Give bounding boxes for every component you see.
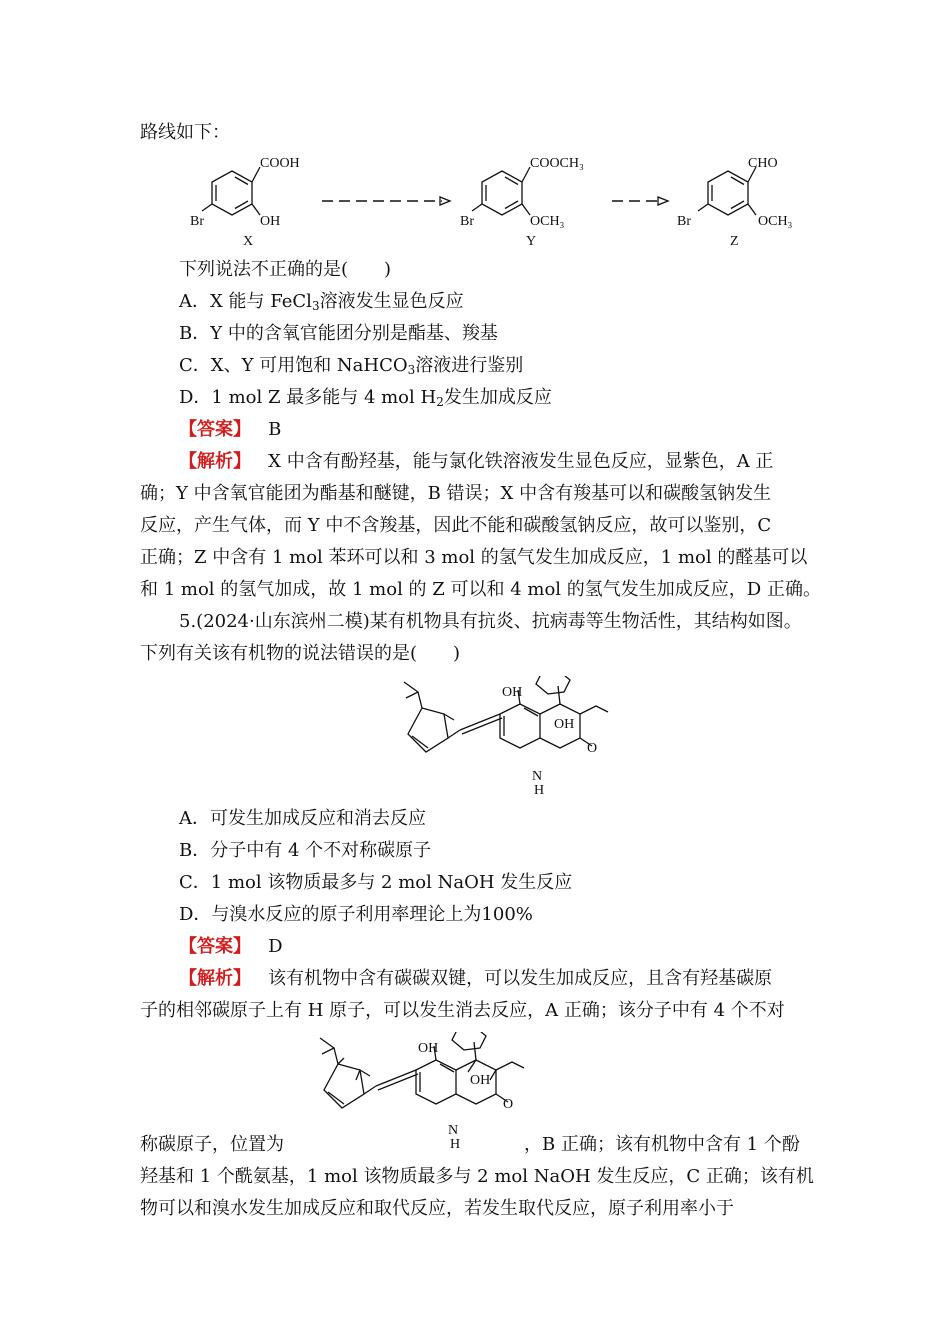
q5-structure [382, 676, 612, 796]
q4-analysis-line-2: 确；Y 中含氧官能团为酯基和醚键，B 错误；X 中含有羧基可以和碳酸氢钠发生 [140, 483, 772, 504]
analysis-tag: 【解析】 [179, 968, 251, 989]
molecule-x [190, 156, 300, 249]
q4-option-a: A．X 能与 FeCl$_3$溶液发生显色反应 [179, 291, 464, 313]
q5-stem-line-2: 下列有关该有机物的说法错误的是( ) [140, 643, 461, 664]
svg-text:OH: OH [418, 1041, 439, 1056]
svg-text:O: O [587, 741, 598, 756]
svg-text:OH: OH [554, 717, 575, 732]
q5-analysis-line-1: 【解析】 该有机物中含有碳碳双键，可以发生加成反应，且含有羟基碳原 [179, 968, 773, 989]
svg-text:Br: Br [190, 214, 204, 229]
svg-text:Br: Br [677, 214, 691, 229]
molecule-z [677, 156, 793, 249]
svg-text:X: X [243, 234, 254, 249]
svg-text:COOH: COOH [260, 156, 300, 171]
q4-analysis-line-5: 和 1 mol 的氢气加成，故 1 mol 的 Z 可以和 4 mol 的氢气发生加成反应，D 正确。 [140, 579, 821, 600]
q5-option-b: B．分子中有 4 个不对称碳原子 [179, 840, 432, 861]
svg-text:N: N [448, 1123, 459, 1138]
q4-option-b: B．Y 中的含氧官能团分别是酯基、羧基 [179, 323, 498, 344]
svg-text:OH: OH [502, 685, 523, 700]
reaction-scheme [180, 145, 820, 253]
reaction-arrow-2 [612, 197, 668, 205]
q5-answer: 【答案】 D [179, 936, 283, 957]
svg-text:COOCH₃: COOCH₃ [530, 156, 584, 171]
svg-text:CHO: CHO [748, 156, 778, 171]
q5-analysis-line-4: 物可以和溴水发生加成反应和取代反应，若发生取代反应，原子利用率小于 [140, 1198, 734, 1219]
q4-answer: 【答案】 B [179, 419, 282, 440]
q5-option-d: D．与溴水反应的原子利用率理论上为100% [179, 904, 533, 925]
q5-analysis-inline-pre: 称碳原子，位置为 [140, 1134, 284, 1155]
q5-structure-chiral [298, 1032, 528, 1150]
svg-text:OCH₃: OCH₃ [530, 214, 565, 229]
intro-text: 路线如下： [140, 122, 230, 143]
svg-text:H: H [534, 783, 545, 796]
svg-text:OH: OH [470, 1073, 491, 1088]
svg-text:Br: Br [460, 214, 474, 229]
q4-stem: 下列说法不正确的是( ) [179, 259, 392, 280]
q4-option-c: C．X、Y 可用饱和 NaHCO$_3$溶液进行鉴别 [179, 355, 524, 377]
q5-stem-line-1: 5.(2024·山东滨州二模)某有机物具有抗炎、抗病毒等生物活性，其结构如图。 [179, 611, 802, 632]
svg-text:OCH₃: OCH₃ [758, 214, 793, 229]
q4-analysis-line-3: 反应，产生气体，而 Y 中不含羧基，因此不能和碳酸氢钠反应，故可以鉴别，C [140, 515, 772, 536]
answer-tag: 【答案】 [179, 419, 251, 440]
reaction-arrow-1 [322, 197, 450, 205]
q5-analysis-line-2: 子的相邻碳原子上有 H 原子，可以发生消去反应，A 正确；该分子中有 4 个不对 [140, 1000, 785, 1021]
svg-text:O: O [503, 1097, 514, 1112]
q4-analysis-line-4: 正确；Z 中含有 1 mol 苯环可以和 3 mol 的氢气发生加成反应，1 mol 的醛基可以 [140, 547, 808, 568]
q4-option-d: D．1 mol Z 最多能与 4 mol $H_2$发生加成反应 [179, 387, 552, 409]
q5-option-a: A．可发生加成反应和消去反应 [179, 808, 426, 829]
svg-text:Z: Z [730, 234, 739, 249]
molecule-y [460, 156, 584, 249]
analysis-tag: 【解析】 [179, 451, 251, 472]
q5-option-c: C．1 mol 该物质最多与 2 mol NaOH 发生反应 [179, 872, 573, 893]
svg-text:N: N [532, 769, 543, 784]
svg-text:Y: Y [526, 234, 537, 249]
answer-tag: 【答案】 [179, 936, 251, 957]
q5-analysis-inline-post: ，B 正确；该有机物中含有 1 个酚 [524, 1134, 800, 1155]
svg-text:OH: OH [260, 214, 281, 229]
q4-analysis-line-1: 【解析】 X 中含有酚羟基，能与氯化铁溶液发生显色反应，显紫色，A 正 [179, 451, 774, 472]
svg-text:H: H [450, 1137, 461, 1150]
q5-analysis-line-3: 羟基和 1 个酰氨基，1 mol 该物质最多与 2 mol NaOH 发生反应，C 正确；该有机 [140, 1166, 814, 1187]
